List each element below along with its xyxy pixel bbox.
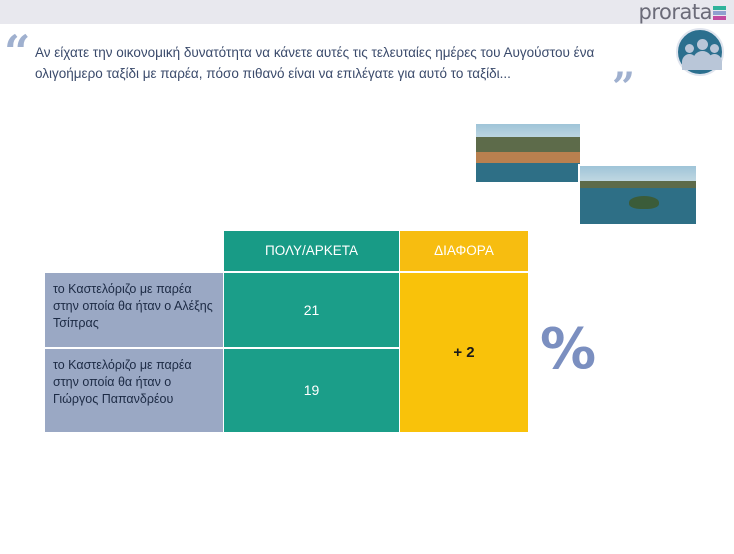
coastal-town-photo [474, 122, 582, 184]
table-row-value-2: 19 [224, 349, 399, 432]
column-header-polu-arketa: ΠΟΛΥ/ΑΡΚΕΤΑ [224, 231, 399, 271]
table-row-label-2: το Καστελόριζο με παρέα στην οποία θα ήταν ο Γιώργος Παπανδρέου [45, 349, 223, 432]
islet-sea-photo [578, 164, 698, 226]
quote-open-icon: “ [4, 25, 31, 79]
group-of-people-icon [676, 28, 724, 76]
top-bar [0, 0, 734, 24]
brand-logo [639, 0, 726, 24]
brand-logo-text: prorata [638, 0, 712, 24]
table-row-value-1: 21 [224, 273, 399, 347]
question-block [0, 25, 734, 111]
brand-stripes-icon [713, 6, 726, 21]
percent-symbol: % [540, 317, 597, 382]
column-header-diafora: ΔΙΑΦΟΡΑ [400, 231, 528, 271]
difference-value: + 2 [400, 273, 528, 432]
table-row-label-1: το Καστελόριζο με παρέα στην οποία θα ήταν ο Αλέξης Τσίπρας [45, 273, 223, 347]
question-line-1: Αν είχατε την οικονομική δυνατότητα να κάνετε αυτές τις τελευταίες ημέρες του Αυγούστου [35, 45, 570, 60]
question-text [35, 42, 620, 84]
quote-close-icon: ” [612, 64, 636, 111]
question-line-2: ένα ολιγοήμερο ταξίδι με παρέα, πόσο πιθανό είναι να επιλέγατε για αυτό το ταξίδι... [35, 45, 595, 81]
